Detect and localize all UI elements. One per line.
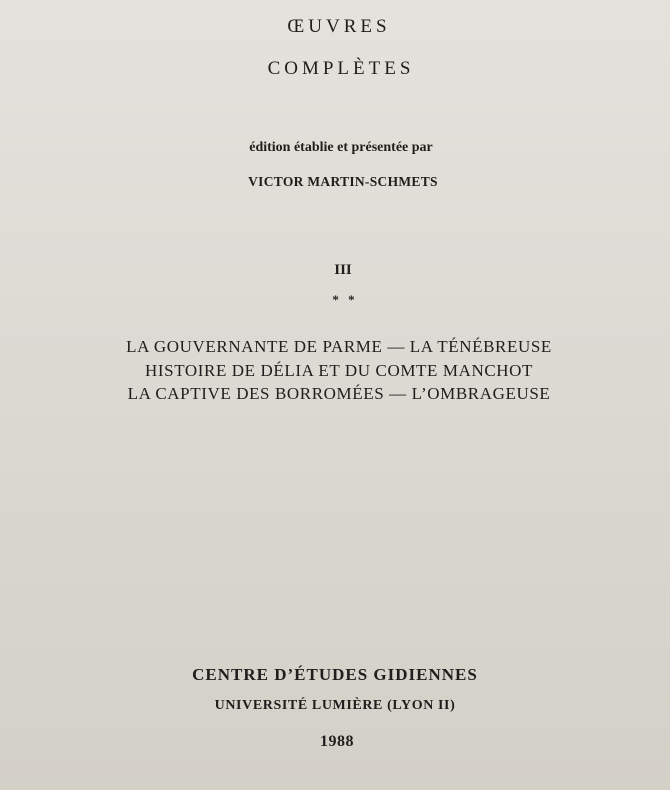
series-title-line1: ŒUVRES	[287, 16, 391, 37]
volume-number: III	[334, 262, 352, 278]
works-line-3: LA CAPTIVE DES BORROMÉES — L’OMBRAGEUSE	[127, 384, 551, 403]
works-line-2: HISTOIRE DE DÉLIA ET DU COMTE MANCHOT	[145, 361, 533, 380]
series-title-line2: COMPLÈTES	[267, 58, 415, 79]
publication-year: 1988	[320, 733, 354, 750]
editor-name: VICTOR MARTIN-SCHMETS	[248, 174, 438, 189]
publisher-name: CENTRE D’ÉTUDES GIDIENNES	[192, 665, 478, 684]
publisher-university: UNIVERSITÉ LUMIÈRE (LYON II)	[214, 698, 456, 713]
works-line-1: LA GOUVERNANTE DE PARME — LA TÉNÉBREUSE	[126, 337, 552, 356]
volume-ornament: * *	[332, 292, 358, 307]
edition-statement: édition établie et présentée par	[249, 140, 433, 155]
